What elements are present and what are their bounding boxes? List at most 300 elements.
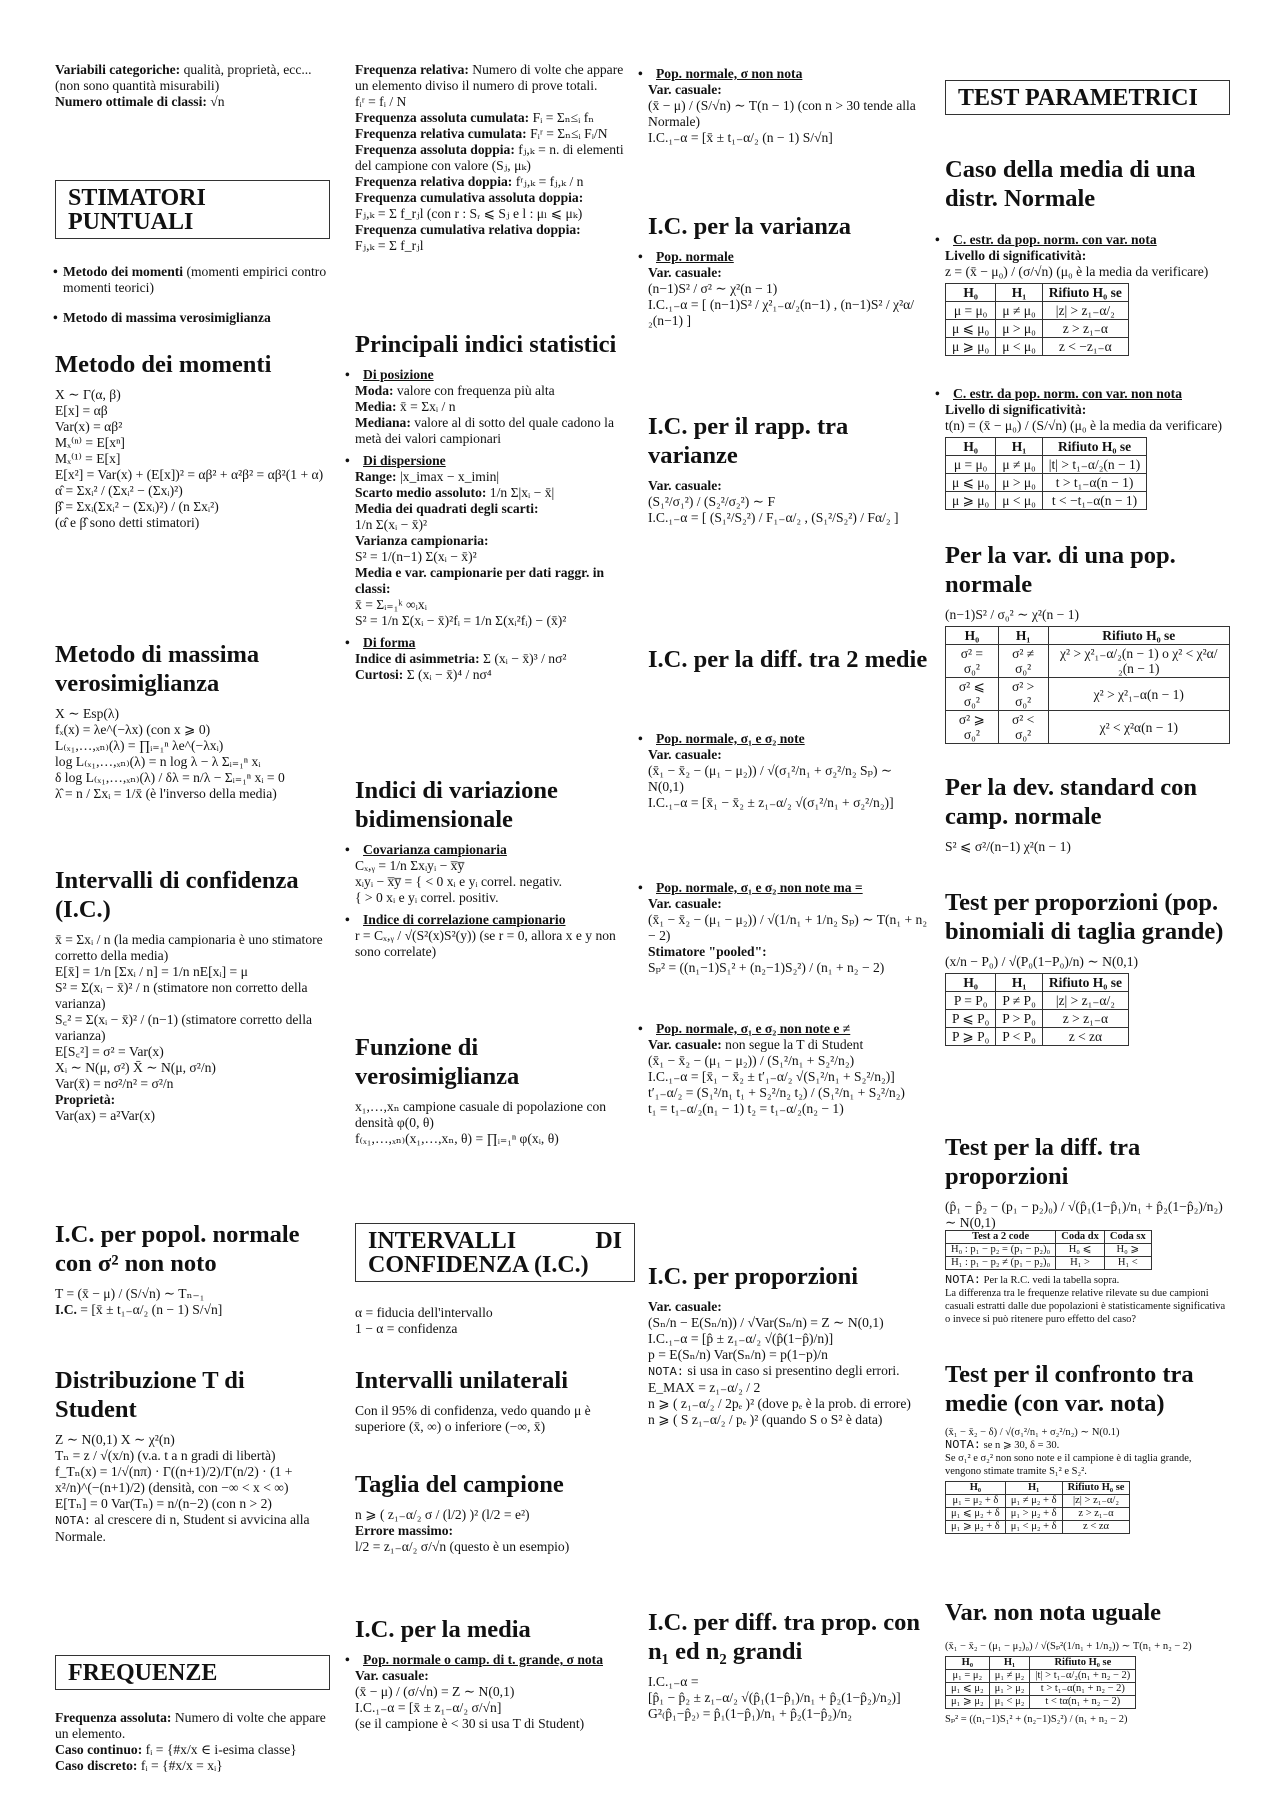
table-row [946,474,1147,492]
table-header-row [946,1231,1152,1244]
labeled-line [355,174,635,190]
table-row [946,1683,1136,1696]
table-row [946,1508,1130,1521]
subsection-bullet: • Di forma [355,635,635,651]
formula-line: Sₚ² = ((n₁−1)S₁² + (n₂−1)S₂²) / (n₁ + n₂ − 2) [945,1714,1128,1725]
labeled-line [355,1523,635,1539]
term-label: Frequenza cumulativa assoluta doppia: [355,190,584,205]
table-cell: P ≠ P₀ [996,992,1043,1010]
column-header: H₁ [989,1657,1030,1670]
term-label: Frequenza relativa cumulata: [355,126,527,141]
section-heading: Principali indici statistici [355,331,617,358]
table-row [946,492,1147,510]
table-cell: H₁ < [1104,1257,1151,1270]
table-cell: μ = μ₀ [946,302,996,320]
column-header: H₀ [946,1657,990,1670]
formula-line: z = (x̄ − μ₀) / (σ/√n) (μ₀ è la media da verificare) [945,264,1209,279]
labeled-line [945,402,1230,418]
table-cell: μ₁ ≠ μ₂ [989,1670,1030,1683]
term-label: Var. casuale: [648,1299,722,1314]
section-heading: I.C. per popol. normale con σ² non noto [55,1221,300,1277]
formula-line: Con il 95% di confidenza, vedo quando μ è superiore (x̄, ∞) o inferiore (−∞, x̄) [355,1403,591,1434]
table-cell: μ ⩽ μ₀ [946,320,996,338]
section [355,1470,635,1555]
term-label: Errore massimo: [355,1523,454,1538]
term-label: I.C. [55,1302,77,1317]
section [55,350,330,531]
term-label: Stimatore "pooled": [648,944,767,959]
labeled-line [355,485,635,501]
table-row [946,1495,1130,1508]
section [355,62,635,254]
table-cell: μ₁ ⩾ μ₂ + δ [946,1521,1006,1534]
formula-line: S꜀² = Σ(xᵢ − x̄)² / (n−1) (stimatore corretto della varianza) [55,1012,313,1043]
labeled-line [55,1742,330,1758]
term-label: Caso discreto: [55,1758,138,1773]
section-heading: Test per il confronto tra medie (con var. nota) [945,1361,1194,1417]
formula-line: Z ∼ N(0,1) X ∼ χ²(n) [55,1432,175,1447]
table-cell: |t| > t₁₋α/₂(n₁ + n₂ − 2) [1030,1670,1136,1683]
labeled-line [355,383,635,399]
section [648,645,928,682]
hypothesis-table [945,437,1147,510]
line-text: Σ (xᵢ − x̄)³ / nσ² [479,651,567,666]
term-label: Range: [355,469,397,484]
table-row [946,320,1129,338]
bullet-item [63,264,330,296]
term-label: Media e var. campionarie per dati raggr. in classi: [355,565,605,596]
formula-line: Var(x) = αβ² [55,419,123,434]
section-heading: Distribuzione T di Student [55,1367,245,1423]
table-header-row [946,1657,1136,1670]
table-row [946,456,1147,474]
term-label: Var. casuale: [648,896,722,911]
column-1 [55,0,330,1811]
labeled-line [648,896,928,912]
section-heading: Funzione di verosimiglianza [355,1034,520,1090]
section [945,1426,1230,1538]
formula-line: E[x̄] = 1/n [Σxᵢ / n] = 1/n nE[xᵢ] = μ [55,964,248,979]
formula-line: Tₙ = z / √(x/n) (v.a. t a n gradi di libertà) [55,1448,276,1463]
formula-line: E[S꜀²] = σ² = Var(x) [55,1044,164,1059]
formula-line: α̂ = Σxᵢ² / (Σxᵢ² − (Σxᵢ)²) [55,483,183,498]
bullet-item [63,310,330,326]
table-cell: P ⩾ P₀ [946,1028,996,1046]
labeled-line [648,1299,928,1315]
hypothesis-table [945,973,1129,1046]
term-label: Varianza campionaria: [355,533,489,548]
formula-line: I.C.₁₋α = [x̄ ± z₁₋α/₂ σ/√n] [355,1700,502,1715]
table-cell: P < P₀ [996,1028,1043,1046]
section [55,180,330,239]
section [55,1220,330,1318]
formula-line: L₍ₓ₁,…,ₓₙ₎(λ) = ∏ᵢ₌₁ⁿ λe^(−λxᵢ) [55,738,224,753]
section [648,1015,928,1117]
column-header: H₁ [996,974,1043,992]
formula-line: δ log L₍ₓ₁,…,ₓₙ₎(λ) / δλ = n/λ − Σᵢ₌₁ⁿ xᵢ = 0 [55,770,285,785]
section-heading: Test per la diff. tra proporzioni [945,1134,1141,1190]
line-text: x̄ = Σxᵢ / n [396,399,456,414]
line-text: Fᵢʳ = Σₙ≤ᵢ Fᵢ/N [526,126,608,141]
section [55,1710,330,1774]
table-row [946,1244,1152,1257]
table-cell: H₁ > [1056,1257,1105,1270]
formula-line: α = fiducia dell'intervallo [355,1305,493,1320]
bullet-label: Metodo di massima verosimiglianza [63,310,271,325]
note-label: NOTA: [648,1365,685,1379]
term-label: Frequenza assoluta: [55,1710,172,1725]
line-text: = [x̄ ± t₁₋α/₂ (n − 1) S/√n] [76,1302,223,1317]
section-heading: I.C. per diff. tra prop. con n₁ ed n₂ grandi [648,1609,921,1665]
formula-line: r = Cₓ,ᵧ / √(S²(x)S²(y)) (se r = 0, allora x e y non sono correlate) [355,928,616,959]
line-text: Numero di volte che appare un elemento diviso il numero di prove totali. [355,62,624,93]
formula-line: fᵢʳ = fᵢ / N [355,94,407,109]
section [648,725,928,811]
column-header: H₁ [998,627,1048,645]
section [355,776,635,960]
subsection-bullet: • Di dispersione [355,453,635,469]
table-cell: μ₁ ⩽ μ₂ + δ [946,1508,1006,1521]
column-2 [355,0,635,1811]
formula-line: λ̂ = n / Σxᵢ = 1/x̄ (è l'inverso della media) [55,786,277,801]
term-label: Livello di significatività: [945,248,1087,263]
term-label: Var. casuale: [648,265,722,280]
section [355,330,635,683]
line-text: 1/n Σ|xᵢ − x̄| [486,485,555,500]
term-label: Moda: [355,383,394,398]
table-cell: μ > μ₀ [996,474,1043,492]
line-text: si usa in caso si presentino degli errori. [684,1363,900,1378]
subsection-bullet: • C. estr. da pop. norm. con var. non nota [945,386,1230,402]
term-label: Var. casuale: [648,82,722,97]
line-text: non segue la T di Student [721,1037,864,1052]
labeled-line [355,667,635,683]
section-heading: Caso della media di una distr. Normale [945,156,1196,212]
section [55,640,330,802]
formula-line: Mₓ⁽ⁿ⁾ = E[xⁿ] [55,435,125,450]
table-cell: |z| > z₁₋α/₂ [1042,992,1128,1010]
labeled-line [355,110,635,126]
formula-line: (se il campione è < 30 si usa T di Student) [355,1716,585,1731]
line-text: Per la R.C. vedi la tabella sopra. [981,1275,1120,1286]
table-header-row [946,438,1147,456]
formula-line: t′₁₋α/₂ = (S₁²/n₁ t₁ + S₂²/n₂ t₂) / (S₁²/n₁ + S₂²/n₂) [648,1085,905,1100]
column-header: Rifiuto H₀ se [1042,974,1128,992]
table-cell: H₀ : p₁ − p₂ = (p₁ − p₂)₀ [946,1244,1056,1257]
formula-line: (S₁²/σ₁²) / (S₂²/σ₂²) ∼ F [648,494,776,509]
note-label: NOTA: [55,1514,92,1528]
section [945,380,1230,514]
formula-line: T = (x̄ − μ) / (S/√n) ∼ Tₙ₋₁ [55,1286,205,1301]
table-cell: H₀ ⩾ [1104,1244,1151,1257]
section [945,226,1230,360]
formula-line: Var(x̄) = nσ²/n² = σ²/n [55,1076,174,1091]
line-text: |x_imax − x_imin| [396,469,500,484]
column-header: Rifiuto H₀ se [1042,284,1128,302]
labeled-line [55,1512,330,1545]
term-label: Media dei quadrati degli scarti: [355,501,539,516]
formula-line: (n−1)S² / σ₀² ∼ χ²(n − 1) [945,607,1080,622]
section-heading: Intervalli di confidenza (I.C.) [55,867,299,923]
table-cell: P > P₀ [996,1010,1043,1028]
section-heading: Indici di variazione bidimensionale [355,777,558,833]
formula-line: l/2 = z₁₋α/₂ σ/√n (questo è un esempio) [355,1539,570,1554]
term-label: Numero ottimale di classi: [55,94,207,109]
term-label: Mediana: [355,415,411,430]
section-heading: Taglia del campione [355,1471,564,1498]
labeled-line [945,1439,1230,1452]
column-header: H₀ [946,438,996,456]
subsection-bullet: • Pop. normale, σ₁ e σ₂ non note e ≠ [648,1021,928,1037]
table-cell: z > z₁₋α [1042,320,1128,338]
line-text: valore con frequenza più alta [393,383,555,398]
section [55,1366,330,1545]
table-header-row [946,284,1129,302]
column-header: H₀ [946,284,996,302]
term-label: Frequenza relativa doppia: [355,174,513,189]
formula-line: S² = 1/n Σ(xᵢ − x̄)²fᵢ = 1/n Σ(xᵢ²fᵢ) − (x̄)² [355,613,567,628]
labeled-line [355,469,635,485]
subsection-bullet: • Indice di correlazione campionario [355,912,635,928]
table-row [946,645,1230,678]
table-cell: t < tα(n₁ + n₂ − 2) [1030,1696,1136,1709]
column-header: Rifiuto H₀ se [1030,1657,1136,1670]
term-label: Scarto medio assoluto: [355,485,487,500]
formula-line: x̄ = Σᵢ₌₁ᵏ ∞ᵢxᵢ [355,597,427,612]
table-row [946,678,1230,711]
subsection-bullet: • Pop. normale, σ₁ e σ₂ non note ma = [648,880,928,896]
labeled-line [55,1710,330,1742]
labeled-line [355,62,635,94]
labeled-line [648,478,928,494]
table-cell: μ₁ ⩽ μ₂ [946,1683,990,1696]
table-cell: μ > μ₀ [996,320,1043,338]
table-row [946,302,1129,320]
table-cell: |z| > z₁₋α/₂ [1042,302,1128,320]
formula-line: xᵢyᵢ − x̅y̅ = { < 0 xᵢ e yᵢ correl. negativ. [355,874,563,889]
line-text: Σ (xᵢ − x̄)⁴ / nσ⁴ [403,667,492,682]
table-row [946,338,1129,356]
formula-line: E[x²] = Var(x) + (E[x])² = αβ² + α²β² = αβ²(1 + α) [55,467,324,482]
formula-line: Fⱼ,ₖ = Σ f_rⱼl (con r : Sᵣ ⩽ Sⱼ e l : μₗ ⩽ μₖ) [355,206,583,221]
formula-line: I.C.₁₋α = [p̂ ± z₁₋α/₂ √(p̂(1−p̂)/n)] [648,1331,834,1346]
formula-line: t(n) = (x̄ − μ₀) / (S/√n) (μ₀ è la media da verificare) [945,418,1223,433]
subsection-bullet: • C. estr. da pop. norm. con var. nota [945,232,1230,248]
formula-line: (p̂₁ − p̂₂ − (p₁ − p₂)₀) / √(p̂₁(1−p̂₁)/n₁ + p̂₂(1−p̂₂)/n₂) ∼ N(0,1) [945,1199,1223,1230]
formula-line: { > 0 xᵢ e yᵢ correl. positiv. [355,890,499,905]
labeled-line [945,1274,1230,1287]
table-cell: μ₁ > μ₂ + δ [1005,1508,1062,1521]
line-text: √n [206,94,225,109]
section [945,1227,1230,1326]
section [355,1615,635,1732]
section [55,62,330,110]
formula-line: (x̄₁ − x̄₂ − (μ₁ − μ₂)) / √(σ₁²/n₁ + σ₂²/n₂ Sₚ) ∼ N(0,1) [648,763,893,794]
formula-line: E_MAX = z₁₋α/₂ / 2 [648,1380,761,1395]
labeled-line [355,501,635,517]
formula-line: (x̄₁ − x̄₂ − (μ₁ − μ₂)) / √(1/n₁ + 1/n₂ Sₚ) ∼ T(n₁ + n₂ − 2) [648,912,928,943]
table-cell: P ⩽ P₀ [946,1010,996,1028]
labeled-line [648,1363,928,1380]
term-label: Frequenza cumulativa relativa doppia: [355,222,581,237]
formula-line: n ⩾ ( S z₁₋α/₂ / pₑ )² (quando S o S² è data) [648,1412,883,1427]
section [945,1640,1230,1726]
chapter-title-box: TEST PARAMETRICI [945,80,1230,115]
line-text: fⱼ,ₖ = n. di elementi del campione con valore (Sⱼ, μₖ) [355,142,624,173]
hypothesis-table [945,1481,1130,1534]
formula-line: (x̄₁ − x̄₂ − δ) / √(σ₁²/n₁ + σ₂²/n₂) ∼ N(0.1) [945,1427,1120,1438]
column-4 [945,0,1230,1811]
hypothesis-table [945,626,1230,744]
section [648,1608,928,1722]
table-row [946,1521,1130,1534]
table-cell: |z| > z₁₋α/₂ [1062,1495,1130,1508]
formula-line: log L₍ₓ₁,…,ₓₙ₎(λ) = n log λ − λ Σᵢ₌₁ⁿ xᵢ [55,754,261,769]
subsection-bullet: • Pop. normale o camp. di t. grande, σ nota [355,1652,635,1668]
formula-line: I.C.₁₋α = [x̄ ± t₁₋α/₂ (n − 1) S/√n] [648,130,833,145]
column-3 [648,0,928,1811]
labeled-line [355,222,635,238]
section [55,866,330,1124]
subsection-bullet: • Di posizione [355,367,635,383]
note-label: NOTA: [945,1438,982,1452]
section-heading: Intervalli unilaterali [355,1367,568,1394]
labeled-line [355,533,635,549]
table-row [946,1670,1136,1683]
column-header: H₀ [946,1482,1006,1495]
line-text: fᵢ = {#x/x = xᵢ} [137,1758,223,1773]
table-cell: μ ≠ μ₀ [996,302,1043,320]
labeled-line [355,565,635,597]
formula-line: β̂ = Σxᵢ(Σxᵢ² − (Σxᵢ)²) / (n Σxᵢ²) [55,499,219,514]
section [945,155,1230,221]
section [355,1033,635,1147]
table-cell: t > t₁₋α(n − 1) [1042,474,1147,492]
column-header: Rifiuto H₀ se [1062,1482,1130,1495]
table-cell: P = P₀ [946,992,996,1010]
table-cell: t > t₁₋α(n₁ + n₂ − 2) [1030,1683,1136,1696]
table-header-row [946,627,1230,645]
column-header: Rifiuto H₀ se [1048,627,1229,645]
formula-line: 1 − α = confidenza [355,1321,458,1336]
table-row [946,1028,1129,1046]
hypothesis-table [945,1656,1136,1709]
section [648,874,928,976]
table-cell: μ₁ = μ₂ [946,1670,990,1683]
formula-line: Se σ₁² e σ₂² non sono note e il campione è di taglia grande, vengono stimate tramite S₁² e S₂². [945,1453,1192,1477]
table-row [946,711,1230,744]
line-text: al crescere di n, Student si avvicina alla Normale. [55,1512,310,1544]
section [355,1305,635,1337]
bullet-label: Metodo dei momenti [63,264,184,279]
term-label: Variabili categoriche: [55,62,181,77]
section [945,1133,1230,1231]
table-cell: μ ⩾ μ₀ [946,492,996,510]
formula-line: t₁ = t₁₋α/₂(n₁ − 1) t₂ = t₁₋α/₂(n₂ − 1) [648,1101,844,1116]
subsection-bullet: • Pop. normale, σ non nota [648,66,928,82]
column-header: H₀ [946,974,996,992]
line-text: qualità, proprietà, ecc... (non sono quantità misurabili) [55,62,312,93]
formula-line: (x̄₁ − x̄₂ − (μ₁ − μ₂)) / (S₁²/n₁ + S₂²/n₂) [648,1053,855,1068]
section-heading: I.C. per la varianza [648,213,852,240]
labeled-line [648,1037,928,1053]
formula-line: I.C.₁₋α = [648,1674,699,1689]
hypothesis-table [945,283,1129,356]
line-text: fʳⱼ,ₖ = fⱼ,ₖ / n [512,174,584,189]
section-heading: Per la var. di una pop. normale [945,542,1176,598]
hypothesis-table [945,1230,1152,1270]
formula-line: La differenza tra le frequenze relative rilevate su due campioni casuali estratti dalle due popolazioni è statisticamente significativa o invece si può ritenere puro effetto del caso? [945,1288,1226,1325]
formula-line: S² = 1/(n−1) Σ(xᵢ − x̄)² [355,549,477,564]
table-cell: z > z₁₋α [1062,1508,1130,1521]
table-cell: H₀ ⩽ [1056,1244,1105,1257]
formula-line: Cₓ,ᵧ = 1/n Σxᵢyᵢ − x̅y̅ [355,858,465,873]
table-cell: μ < μ₀ [996,338,1043,356]
column-header: Rifiuto H₀ se [1042,438,1147,456]
section-heading: I.C. per proporzioni [648,1263,859,1290]
formula-line: n ⩾ ( z₁₋α/₂ σ / (l/2) )² (l/2 = e²) [355,1507,530,1522]
section [55,1655,330,1690]
table-cell: μ ⩽ μ₀ [946,474,996,492]
subsection-bullet: • Covarianza campionaria [355,842,635,858]
section [945,888,1230,1050]
formula-line: (x̄₁ − x̄₂ − (μ₁ − μ₂)₀) / √(Sₚ²(1/n₁ + 1/n₂)) ∼ T(n₁ + n₂ − 2) [945,1641,1192,1652]
column-header: H₁ [996,284,1043,302]
line-text: Fᵢ = Σₙ≤ᵢ fₙ [529,110,595,125]
formula-line: Var(ax) = a²Var(x) [55,1108,156,1123]
table-cell: σ² > σ₀² [998,678,1048,711]
chapter-title-box: INTERVALLI DI CONFIDENZA (I.C.) [355,1223,635,1282]
table-cell: z > z₁₋α [1042,1010,1128,1028]
table-cell: z < zα [1062,1521,1130,1534]
subsection-bullet: • Pop. normale [648,249,928,265]
labeled-line [355,142,635,174]
table-row [946,1696,1136,1709]
formula-line: I.C.₁₋α = [x̄₁ − x̄₂ ± t′₁₋α/₂ √(S₁²/n₁ + S₂²/n₂)] [648,1069,895,1084]
table-cell: μ₁ ⩾ μ₂ [946,1696,990,1709]
formula-line: n ⩾ ( z₁₋α/₂ / 2pₑ )² (dove pₑ è la prob. di errore) [648,1396,911,1411]
column-header: H₀ [946,627,999,645]
formula-line: [p̂₁ − p̂₂ ± z₁₋α/₂ √(p̂₁(1−p̂₁)/n₁ + p̂₂(1−p̂₂)/n₂)] [648,1690,901,1705]
table-cell: μ ⩾ μ₀ [946,338,996,356]
formula-line: (x̄ − μ) / (S/√n) ∼ T(n − 1) (con n > 30 tende alla Normale) [648,98,916,129]
formula-line: x₁,…,xₙ campione casuale di popolazione con densità φ(0, θ) [355,1099,607,1130]
section [945,80,1230,115]
formula-line: Fⱼ,ₖ = Σ f_rⱼl [355,238,424,253]
table-cell: H₁ : p₁ − p₂ ≠ (p₁ − p₂)₀ [946,1257,1056,1270]
table-cell: μ₁ > μ₂ [989,1683,1030,1696]
chapter-title-box: STIMATORI PUNTUALI [55,180,330,239]
formula-line: (x̄ − μ) / (σ/√n) = Z ∼ N(0,1) [355,1684,515,1699]
labeled-line [355,415,635,447]
formula-line: E[Tₙ] = 0 Var(Tₙ) = n/(n−2) (con n > 2) [55,1496,272,1511]
line-text: (momenti empirici contro momenti teorici) [63,264,327,295]
table-row [946,1010,1129,1028]
term-label: Curtosi: [355,667,404,682]
term-label: Proprietà: [55,1092,116,1107]
term-label: Frequenza assoluta doppia: [355,142,515,157]
table-cell: σ² < σ₀² [998,711,1048,744]
table-header-row [946,1482,1130,1495]
table-cell: μ₁ < μ₂ [989,1696,1030,1709]
section-heading: Test per proporzioni (pop. binomiali di taglia grande) [945,889,1224,945]
formula-line: 1/n Σ(xᵢ − x̄)² [355,517,428,532]
column-header: Coda sx [1104,1231,1151,1244]
term-label: Var. casuale: [355,1668,429,1683]
table-cell: μ ≠ μ₀ [996,456,1043,474]
column-header: H₁ [996,438,1043,456]
section [648,1262,928,1428]
